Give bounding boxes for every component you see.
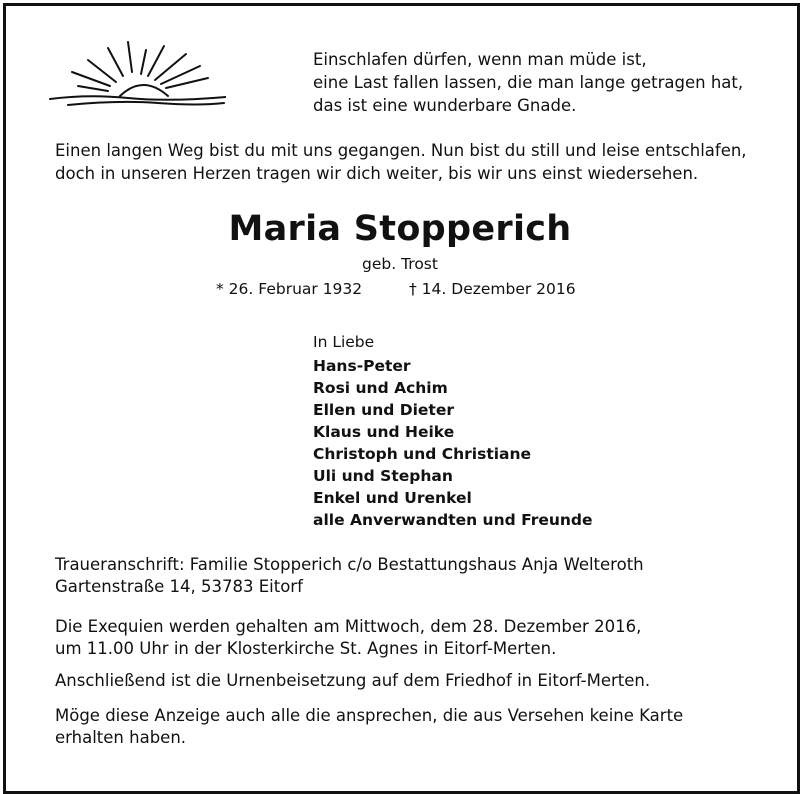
- note-line: Möge diese Anzeige auch alle die ansprechen, die aus Versehen keine Karte: [55, 706, 684, 725]
- closing-note: [55, 705, 683, 749]
- intro-line: doch in unseren Herzen tragen wir dich weiter, bis wir uns einst wiedersehen.: [55, 164, 699, 183]
- mourner-name: Klaus und Heike: [313, 423, 455, 441]
- mourners-list: [313, 355, 593, 531]
- poem-line: eine Last fallen lassen, die man lange getragen hat,: [313, 73, 744, 92]
- address-line: Gartenstraße 14, 53783 Eitorf: [55, 577, 303, 596]
- intro-text: [55, 139, 747, 185]
- mourner-name: alle Anverwandten und Freunde: [313, 511, 593, 529]
- service-info: [55, 616, 641, 660]
- sunset-icon: [48, 36, 226, 110]
- mourner-name: Enkel und Urenkel: [313, 489, 472, 507]
- poem-line: Einschlafen dürfen, wenn man müde ist,: [313, 50, 647, 69]
- mourner-name: Ellen und Dieter: [313, 401, 454, 419]
- service-line: Die Exequien werden gehalten am Mittwoch, dem 28. Dezember 2016,: [55, 617, 642, 636]
- birth-name: geb. Trost: [362, 255, 438, 273]
- deceased-name: Maria Stopperich: [228, 209, 572, 249]
- intro-line: Einen langen Weg bist du mit uns gegangen. Nun bist du still und leise entschlafen,: [55, 141, 747, 160]
- burial-info: [55, 670, 650, 692]
- address-line: Traueranschrift: Familie Stopperich c/o Bestattungshaus Anja Welteroth: [55, 555, 644, 574]
- service-line: um 11.00 Uhr in der Klosterkirche St. Agnes in Eitorf-Merten.: [55, 639, 557, 658]
- mourner-name: Rosi und Achim: [313, 379, 448, 397]
- burial-line: Anschließend ist die Urnenbeisetzung auf dem Friedhof in Eitorf-Merten.: [55, 671, 651, 690]
- mourner-name: Christoph und Christiane: [313, 445, 532, 463]
- birth-date: * 26. Februar 1932: [216, 280, 363, 298]
- death-date: † 14. Dezember 2016: [409, 280, 576, 298]
- mourner-name: Hans-Peter: [313, 357, 411, 375]
- mourners-intro: In Liebe: [313, 333, 375, 351]
- poem-line: das ist eine wunderbare Gnade.: [313, 96, 577, 115]
- poem: [313, 48, 743, 117]
- note-line: erhalten haben.: [55, 728, 187, 747]
- mourning-address: [55, 554, 644, 598]
- mourner-name: Uli und Stephan: [313, 467, 453, 485]
